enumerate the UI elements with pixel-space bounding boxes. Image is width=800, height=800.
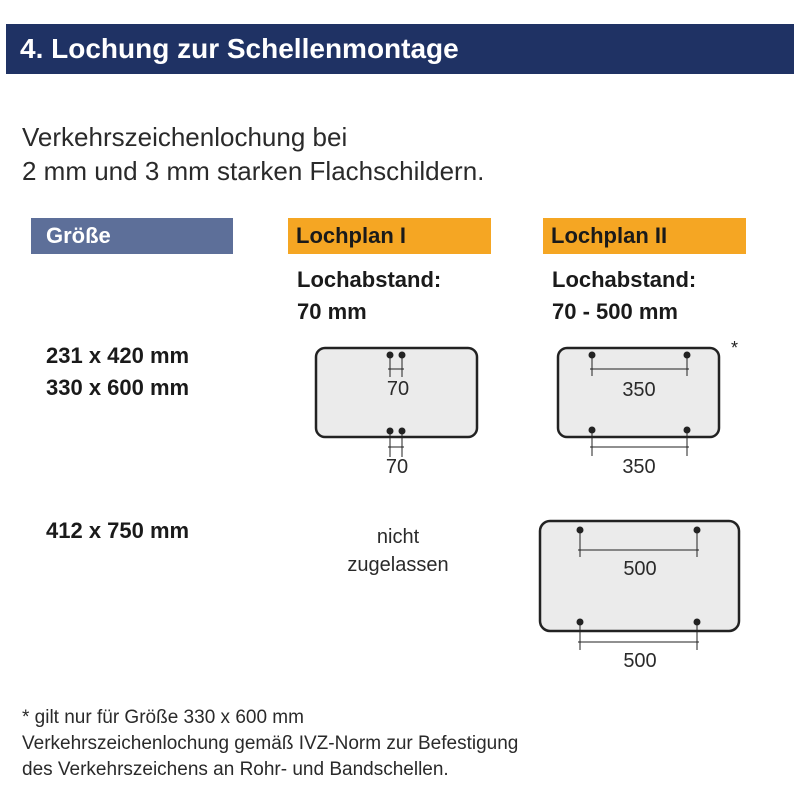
row-1-size-a: 231 x 420 mm: [46, 343, 190, 368]
dimension-label: 350: [622, 456, 656, 478]
hole-marker: [589, 352, 595, 358]
sign-row-1-plan-1: [316, 348, 477, 478]
not-allowed-line-1: nicht: [376, 526, 420, 548]
hole-marker: [577, 619, 583, 625]
lochplan-1-spacing-value: 70 mm: [297, 299, 367, 324]
row-1-size-b: 330 x 600 mm: [46, 375, 190, 400]
lochplan-2-spacing-label: Lochabstand:: [552, 267, 697, 292]
dimension-label: 70: [385, 456, 409, 478]
hole-marker: [399, 352, 405, 358]
hole-marker: [577, 527, 583, 533]
not-allowed-line-2: zugelassen: [347, 554, 449, 576]
footer-line-3: des Verkehrszeichens an Rohr- und Bandschellen.: [22, 759, 449, 780]
lochplan-2-spacing-value: 70 - 500 mm: [552, 299, 678, 324]
dimension-label: 70: [386, 378, 410, 400]
footer-notes: [22, 705, 518, 783]
lochplan-1-spacing-label: Lochabstand:: [297, 267, 442, 292]
hole-marker: [399, 428, 405, 434]
hole-marker: [694, 619, 700, 625]
hole-marker: [694, 527, 700, 533]
intro-line-1: Verkehrszeichenlochung bei: [22, 122, 348, 152]
sign-row-2-plan-2: [540, 521, 739, 672]
dimension-label: 500: [623, 650, 657, 672]
hole-marker: [387, 428, 393, 434]
footer-line-2: Verkehrszeichenlochung gemäß IVZ-Norm zur Befestigung: [22, 733, 519, 754]
hole-marker: [589, 427, 595, 433]
hole-marker: [684, 352, 690, 358]
lochplan-1-header: Lochplan I: [288, 218, 491, 254]
sign-row-1-plan-2: [558, 348, 719, 478]
row-1-asterisk: *: [731, 338, 739, 358]
row-2-size: 412 x 750 mm: [46, 518, 190, 543]
hole-marker: [684, 427, 690, 433]
lochplan-2-header: Lochplan II: [543, 218, 746, 254]
size-column-header: Größe: [31, 218, 233, 254]
dimension-label: 350: [622, 379, 656, 401]
hole-marker: [387, 352, 393, 358]
footer-line-1: * gilt nur für Größe 330 x 600 mm: [22, 707, 304, 728]
intro-line-2: 2 mm und 3 mm starken Flachschildern.: [22, 156, 485, 186]
dimension-label: 500: [623, 558, 657, 580]
page-title: 4. Lochung zur Schellenmontage: [6, 24, 794, 74]
